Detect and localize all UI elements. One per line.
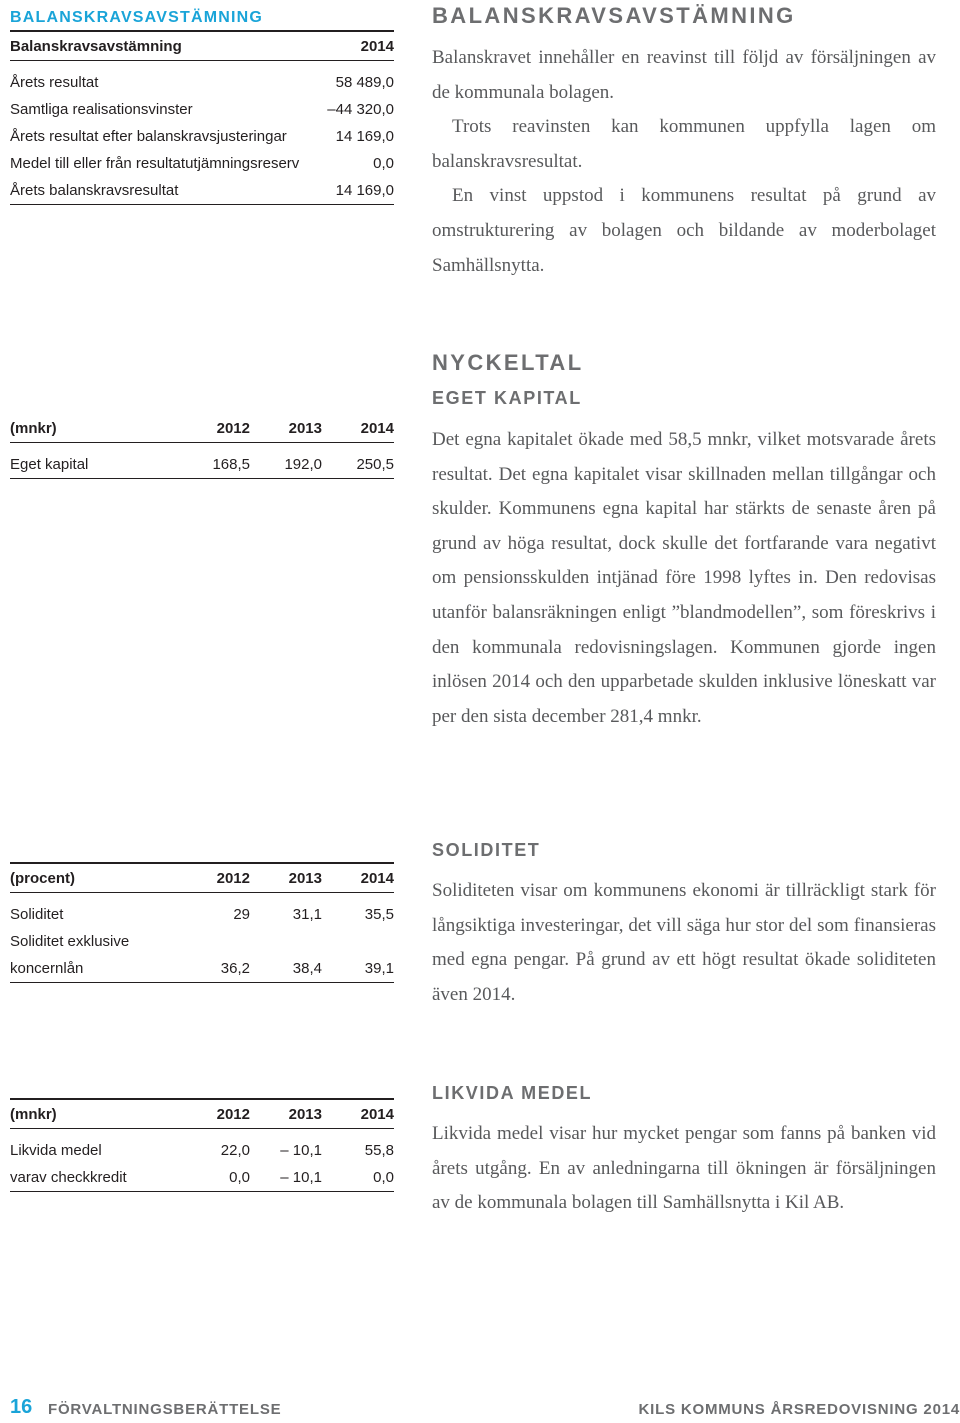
row-label: Medel till eller från resultatutjämningsreserv — [10, 155, 300, 172]
balans-header-year: 2014 — [360, 37, 394, 55]
year-header: 2012 — [216, 1105, 250, 1123]
row-label: Årets resultat efter balanskravsjusteringar — [10, 128, 287, 145]
balans-paragraph-1: Balanskravet innehåller en reavinst till följd av försäljningen av de kommunala bolagen. — [432, 47, 936, 103]
year-header: 2013 — [288, 869, 322, 887]
table-row — [10, 69, 394, 96]
row-label: Årets resultat — [10, 74, 99, 91]
row-label: Soliditet — [10, 906, 64, 923]
table-row — [10, 955, 394, 983]
row-value: 250,5 — [356, 456, 394, 473]
page-footer — [10, 1396, 960, 1420]
eget-kapital-text — [432, 423, 936, 734]
row-value: 29 — [233, 906, 250, 923]
year-header: 2014 — [360, 1105, 394, 1123]
row-label: Soliditet exklusive — [10, 933, 130, 950]
likvida-table — [10, 1098, 394, 1192]
row-value: 168,5 — [212, 456, 250, 473]
row-label: Samtliga realisationsvinster — [10, 101, 193, 118]
eget-kapital-paragraph: Det egna kapitalet ökade med 58,5 mnkr, vilket motsvarade årets resultat. Det egna kapitalet visar skillnaden mellan tillgångar och skulder. Kommunens egna kapital har stärkts de senaste åren på grund av höga resultat, dock skulle det fortfarande vara negativt om pensionsskulden intjänad före 1998 lyftes in. Den redovisas utanför balansräkningen enligt ”blandmodellen”, som föreskrivs i den kommunala redovisningslagen. Kommunen gjorde ingen inlösen 2014 och den upparbetade skulden inklusive löneskatt var per den sista december 281,4 mnkr. — [432, 429, 936, 727]
row-value: –44 320,0 — [327, 101, 394, 118]
year-header: 2012 — [216, 419, 250, 437]
year-header: 2012 — [216, 869, 250, 887]
unit-label: (mnkr) — [10, 419, 57, 437]
row-label: Årets balanskravsresultat — [10, 182, 179, 199]
table-row — [10, 1164, 394, 1192]
unit-label: (procent) — [10, 869, 75, 887]
soliditet-text — [432, 874, 936, 1012]
balans-table — [10, 30, 394, 205]
balans-paragraph-3: En vinst uppstod i kommunens resultat på grund av omstrukturering av bolagen och bildande av moderbolaget Samhällsnytta. — [432, 185, 936, 276]
eget-kapital-title: EGET KAPITAL — [432, 388, 582, 408]
balans-table-header — [10, 30, 394, 61]
eget-kapital-table-header — [10, 414, 394, 443]
row-label: Likvida medel — [10, 1142, 102, 1159]
balans-side-heading: BALANSKRAVSAVSTÄMNING — [10, 9, 264, 26]
row-label: varav checkkredit — [10, 1169, 127, 1186]
year-header: 2013 — [288, 419, 322, 437]
table-row — [10, 901, 394, 928]
row-value: – 10,1 — [280, 1169, 322, 1186]
row-value: 39,1 — [364, 960, 394, 977]
row-value: 14 169,0 — [335, 128, 394, 145]
eget-kapital-table — [10, 414, 394, 479]
table-row — [10, 150, 394, 177]
year-header: 2013 — [288, 1105, 322, 1123]
row-value: 55,8 — [364, 1142, 394, 1159]
balans-header-label: Balanskravsavstämning — [10, 37, 182, 55]
table-row — [10, 1137, 394, 1164]
row-value: 35,5 — [364, 906, 394, 923]
balans-text — [432, 41, 936, 283]
table-row — [10, 451, 394, 479]
table-row — [10, 177, 394, 205]
row-value: 58 489,0 — [335, 74, 394, 91]
row-value: 192,0 — [284, 456, 322, 473]
row-value: 31,1 — [292, 906, 322, 923]
year-header: 2014 — [360, 419, 394, 437]
likvida-paragraph: Likvida medel visar hur mycket pengar som fanns på banken vid årets utgång. En av anledningarna till ökningen är försäljningen av de kommunala bolagen till Samhällsnytta i Kil AB. — [432, 1123, 936, 1214]
balans-paragraph-2: Trots reavinsten kan kommunen uppfylla lagen om balanskravsresultat. — [432, 116, 936, 172]
row-value: 14 169,0 — [335, 182, 394, 199]
footer-publication: KILS KOMMUNS ÅRSREDOVISNING 2014 — [638, 1401, 960, 1418]
soliditet-title: SOLIDITET — [432, 840, 541, 860]
row-value: 0,0 — [373, 155, 394, 172]
footer-section: FÖRVALTNINGSBERÄTTELSE — [48, 1401, 282, 1418]
row-label: koncernlån — [10, 960, 84, 977]
row-value: 38,4 — [292, 960, 322, 977]
table-row — [10, 928, 394, 955]
row-value: 0,0 — [373, 1169, 394, 1186]
unit-label: (mnkr) — [10, 1105, 57, 1123]
soliditet-paragraph: Soliditeten visar om kommunens ekonomi är tillräckligt stark för långsiktiga investeringar, det vill säga hur stor del som finansieras med egna pengar. På grund av ett högt resultat ökade soliditeten även 2014. — [432, 880, 936, 1005]
year-header: 2014 — [360, 869, 394, 887]
page-number: 16 — [10, 1396, 33, 1418]
balans-title: BALANSKRAVSAVSTÄMNING — [432, 3, 796, 28]
table-row — [10, 123, 394, 150]
soliditet-table-header — [10, 862, 394, 893]
likvida-table-header — [10, 1098, 394, 1129]
row-value: 0,0 — [229, 1169, 250, 1186]
row-value: – 10,1 — [280, 1142, 322, 1159]
row-value: 36,2 — [220, 960, 250, 977]
row-value: 22,0 — [220, 1142, 250, 1159]
soliditet-table — [10, 862, 394, 983]
table-row — [10, 96, 394, 123]
nyckeltal-title: NYCKELTAL — [432, 350, 584, 375]
likvida-text — [432, 1117, 936, 1221]
likvida-title: LIKVIDA MEDEL — [432, 1083, 593, 1103]
row-label: Eget kapital — [10, 456, 89, 473]
